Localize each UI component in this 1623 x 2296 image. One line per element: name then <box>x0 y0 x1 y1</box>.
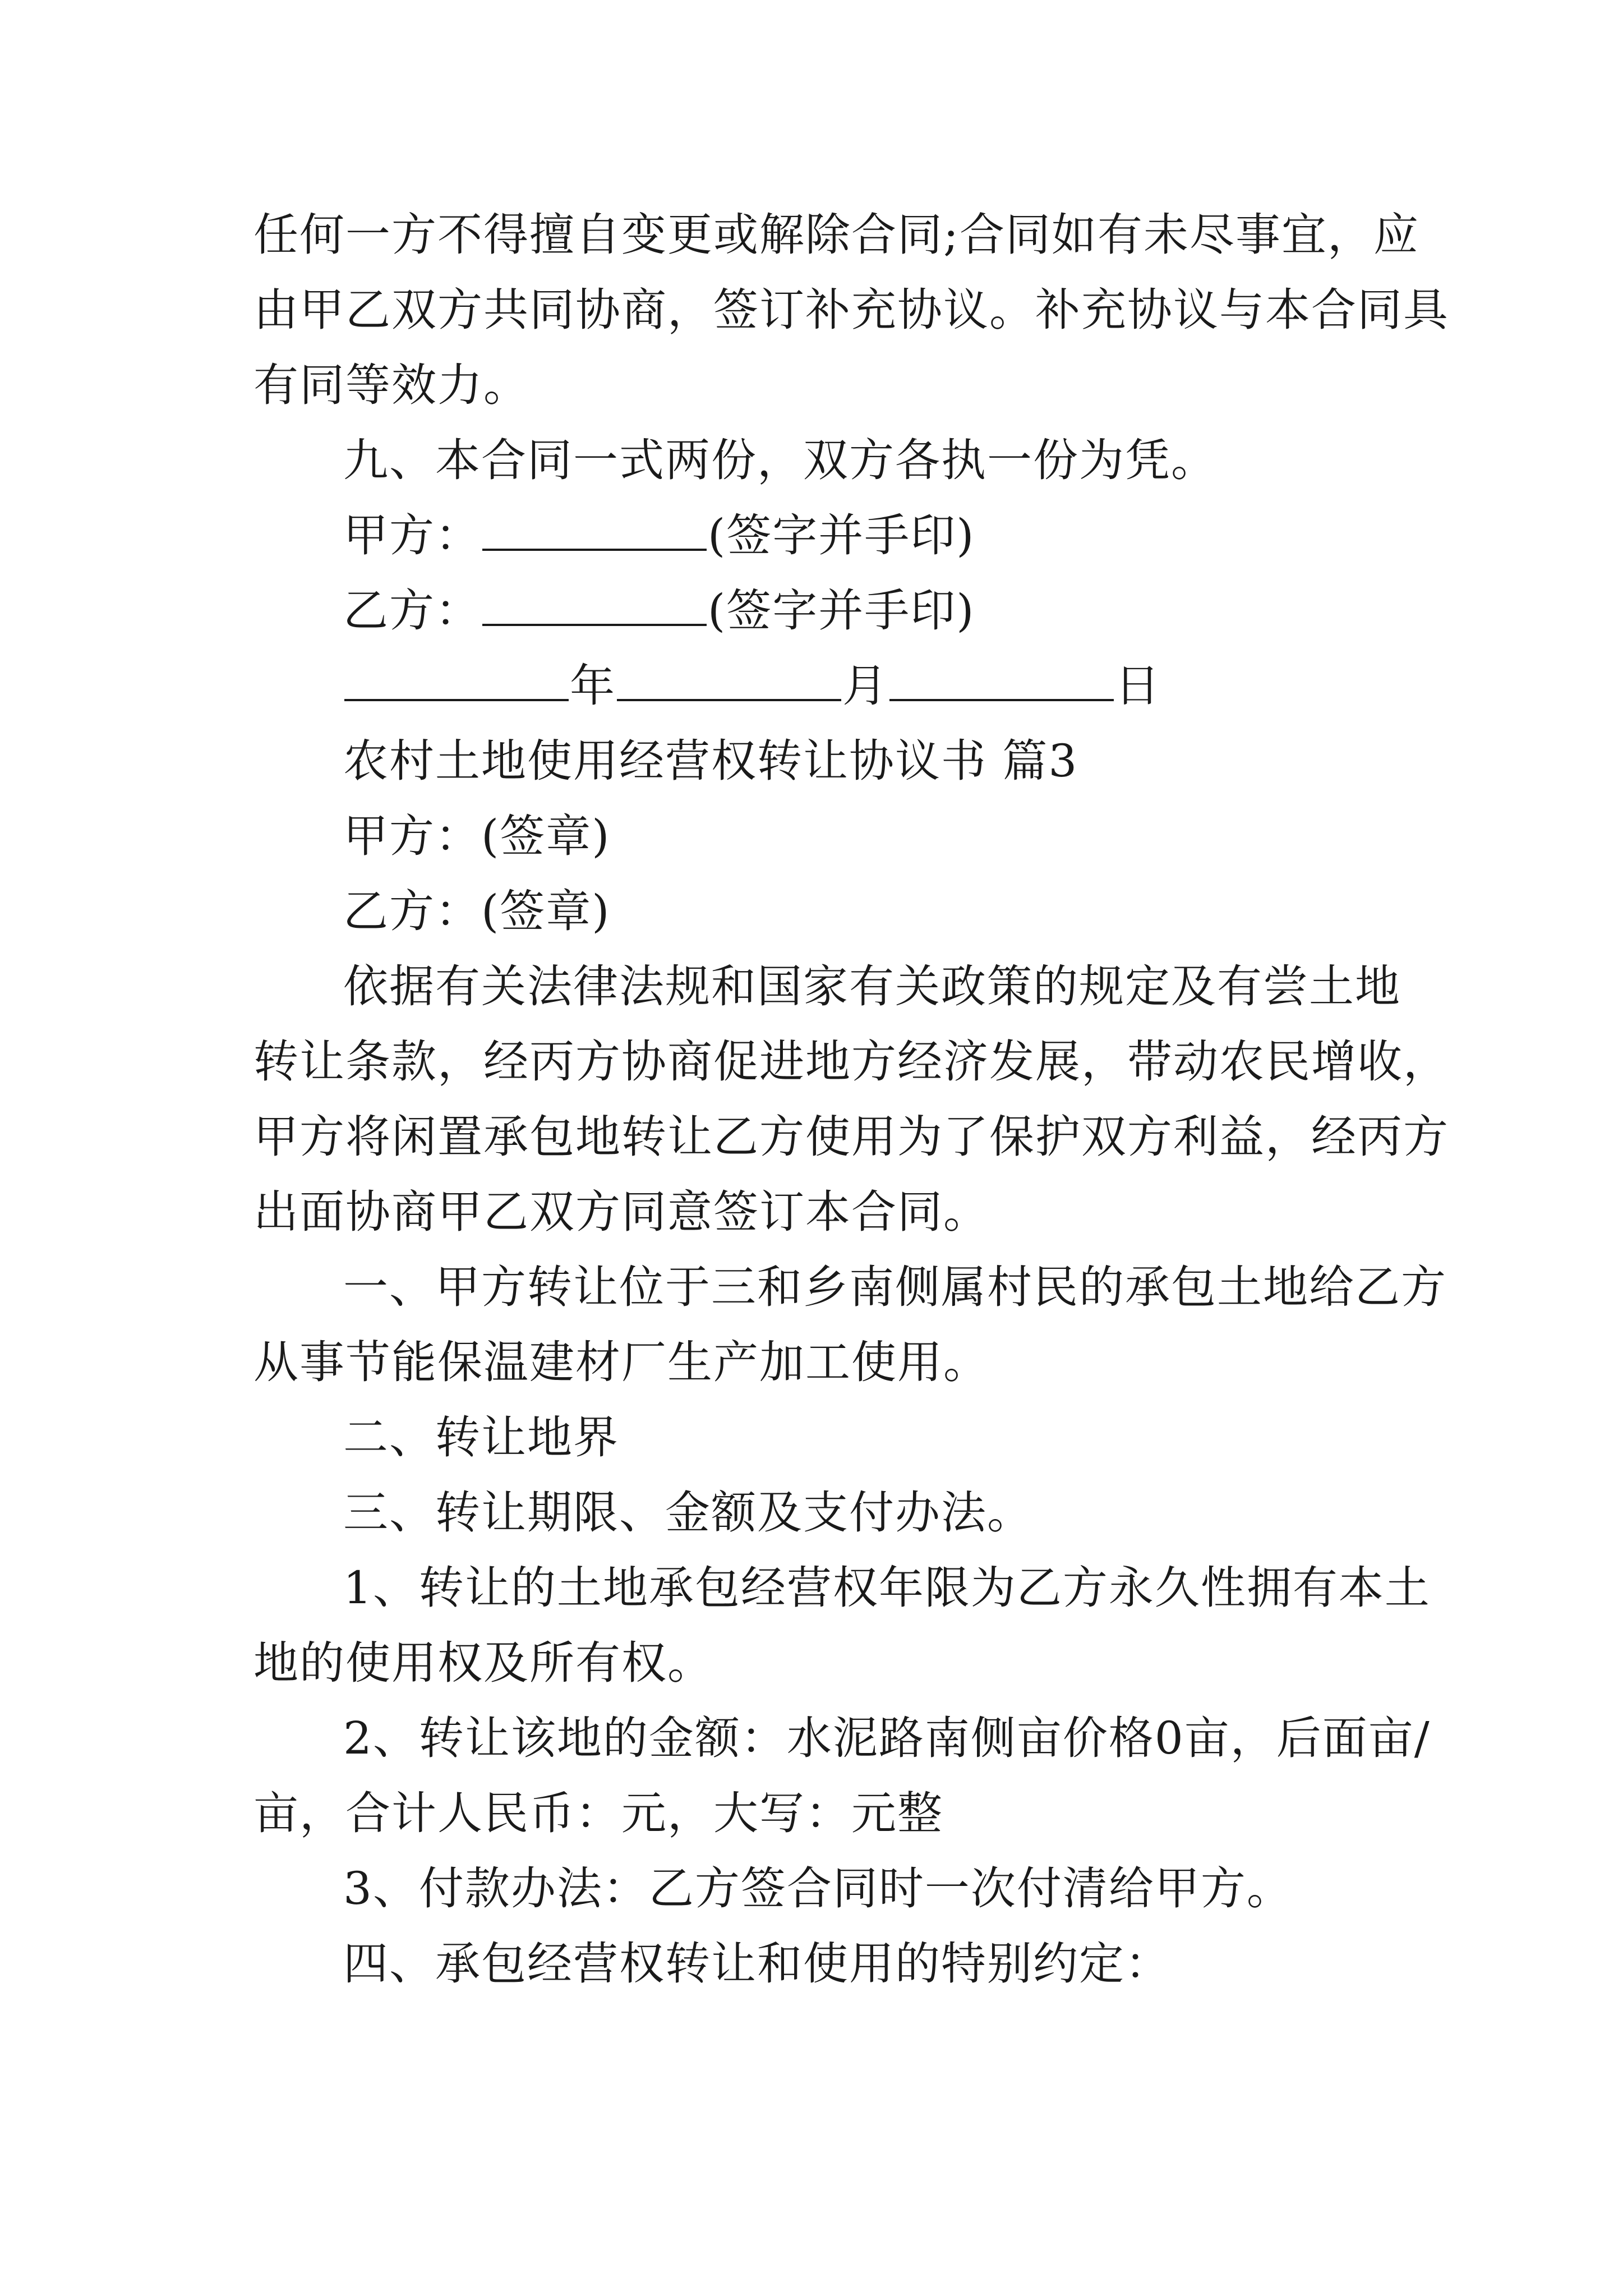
text-line: 甲方将闲置承包地转让乙方使用为了保护双方利益，经丙方 <box>253 1111 1449 1163</box>
text-line: 转让条款，经丙方协商促进地方经济发展，带动农民增收， <box>253 1036 1449 1088</box>
year-label: 年 <box>570 660 616 712</box>
party-b-label: 乙方： <box>343 585 481 637</box>
text-line: 从事节能保温建材厂生产加工使用。 <box>253 1336 989 1388</box>
signature-line-party-a <box>253 498 1398 573</box>
day-blank <box>889 660 1114 701</box>
text-line: 出面协商甲乙双方同意签订本合同。 <box>253 1186 989 1238</box>
text-line: 九、本合同一式两份，双方各执一份为凭。 <box>343 434 1217 486</box>
text-line: 由甲乙双方共同协商，签订补充协议。补充协议与本合同具 <box>253 284 1449 336</box>
party-a-suffix: (签字并手印) <box>708 509 975 562</box>
party-b-suffix: (签字并手印) <box>708 585 975 637</box>
party-a-signature-blank <box>482 509 707 551</box>
text-line: 亩，合计人民币：元，大写：元整 <box>253 1787 943 1839</box>
text-line: 3、付款办法：乙方签合同时一次付清给甲方。 <box>343 1862 1293 1915</box>
signature-line-party-b <box>253 573 1398 648</box>
text-line: 三、转让期限、金额及支付办法。 <box>343 1487 1033 1539</box>
text-line: 1、转让的土地承包经营权年限为乙方永久性拥有本土 <box>343 1562 1431 1614</box>
party-b-signature-blank <box>482 585 707 626</box>
party-a-label: 甲方： <box>343 509 481 562</box>
text-line: 二、转让地界 <box>343 1411 619 1464</box>
text-line: 地的使用权及所有权。 <box>253 1637 713 1689</box>
text-line: 任何一方不得擅自变更或解除合同;合同如有未尽事宜，应 <box>253 209 1419 261</box>
section-title: 农村土地使用经营权转让协议书 篇3 <box>343 735 1078 787</box>
year-blank <box>344 660 569 701</box>
month-label: 月 <box>842 660 888 712</box>
text-line: 乙方：(签章) <box>343 885 611 937</box>
text-line: 有同等效力。 <box>253 359 529 411</box>
text-line: 依据有关法律法规和国家有关政策的规定及有尝土地 <box>343 960 1401 1013</box>
text-line: 四、承包经营权转让和使用的特别约定： <box>343 1938 1171 1990</box>
document-body <box>253 197 1449 2001</box>
text-line: 一、甲方转让位于三和乡南侧属村民的承包土地给乙方 <box>343 1261 1447 1313</box>
date-line <box>253 648 1398 724</box>
day-label: 日 <box>1115 660 1161 712</box>
text-line: 2、转让该地的金额：水泥路南侧亩价格0亩，后面亩/ <box>343 1712 1431 1764</box>
month-blank <box>617 660 841 701</box>
text-line: 甲方：(签章) <box>343 810 611 862</box>
